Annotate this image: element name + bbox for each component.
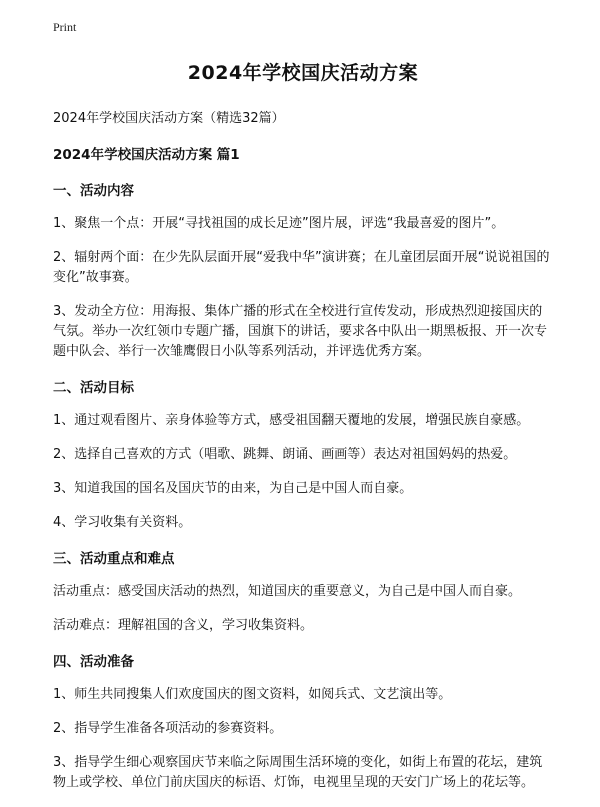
paragraph: 4、学习收集有关资料。	[53, 515, 192, 530]
heading-activity-goals: 二、活动目标	[53, 380, 134, 396]
document-subtitle: 2024年学校国庆活动方案（精选32篇）	[53, 111, 285, 126]
paragraph: 3、指导学生细心观察国庆节来临之际周围生活环境的变化，如街上布置的花坛，建筑物上或学校、单位门前庆国庆的标语、灯饰，电视里呈现的天安门广场上的花坛等。	[53, 755, 543, 790]
heading-activity-content: 一、活动内容	[53, 183, 134, 199]
paragraph: 3、发动全方位：用海报、集体广播的形式在全校进行宣传发动，形成热烈迎接国庆的气氛。举办一次红领巾专题广播，国旗下的讲话，要求各中队出一期黑板报、开一次专题中队会、举行一次雏鹰假日小队等系列活动，并评选优秀方案。	[53, 304, 548, 359]
paragraph: 3、知道我国的国名及国庆节的由来，为自己是中国人而自豪。	[53, 481, 413, 496]
paragraph: 2、指导学生准备各项活动的参赛资料。	[53, 721, 283, 736]
paragraph: 1、聚焦一个点：开展“寻找祖国的成长足迹”图片展，评选“我最喜爱的图片”。	[53, 216, 505, 231]
paragraph: 2、辐射两个面：在少先队层面开展“爱我中华”演讲赛；在儿童团层面开展“说说祖国的变化”故事赛。	[53, 250, 550, 285]
paragraph: 活动重点：感受国庆活动的热烈，知道国庆的重要意义，为自己是中国人而自豪。	[53, 584, 522, 599]
print-label[interactable]: Print	[53, 20, 77, 34]
paragraph: 活动难点：理解祖国的含义，学习收集资料。	[53, 618, 314, 633]
paragraph: 2、选择自己喜欢的方式（唱歌、跳舞、朗诵、画画等）表达对祖国妈妈的热爱。	[53, 447, 517, 462]
document-title: 2024年学校国庆活动方案	[187, 62, 419, 84]
paragraph: 1、通过观看图片、亲身体验等方式，感受祖国翻天覆地的发展，增强民族自豪感。	[53, 413, 530, 428]
heading-key-points: 三、活动重点和难点	[53, 551, 175, 567]
document	[53, 50, 553, 807]
paragraph: 1、师生共同搜集人们欢度国庆的图文资料，如阅兵式、文艺演出等。	[53, 687, 452, 702]
section-title: 2024年学校国庆活动方案 篇1	[53, 147, 240, 163]
heading-preparation: 四、活动准备	[53, 654, 134, 670]
